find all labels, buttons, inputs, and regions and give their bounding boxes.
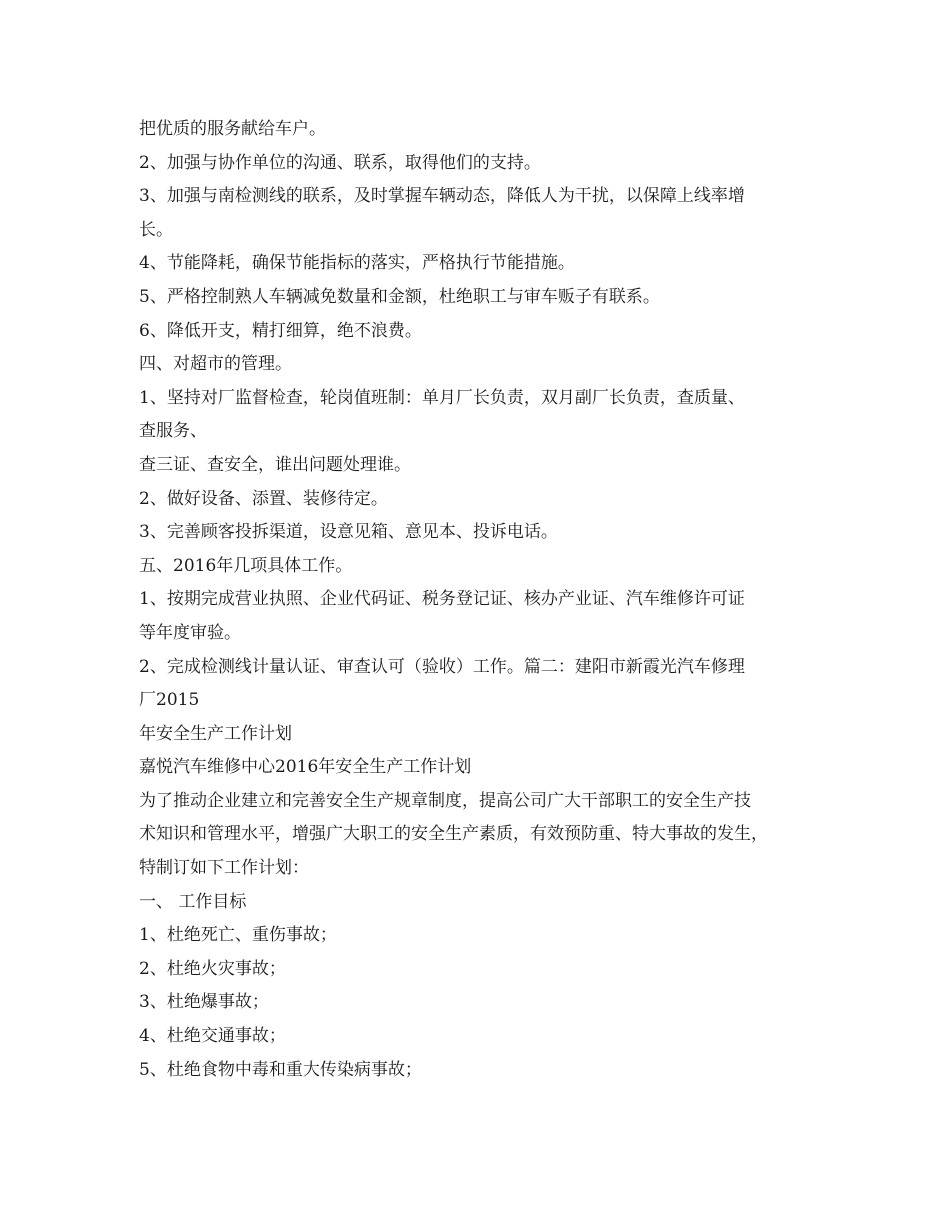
text-line: 为了推动企业建立和完善安全生产规章制度，提高公司广大干部职工的安全生产技 — [139, 790, 751, 811]
section-heading: 五、2016年几项具体工作。 — [139, 555, 353, 576]
text-line: 4、杜绝交通事故； — [139, 1026, 286, 1047]
text-line: 5、杜绝食物中毒和重大传染病事故； — [139, 1059, 422, 1080]
text-line: 5、严格控制熟人车辆减免数量和金额，杜绝职工与审车贩子有联系。 — [139, 286, 660, 307]
text-line: 3、加强与南检测线的联系，及时掌握车辆动态，降低人为干扰，以保障上线率增 — [139, 186, 745, 207]
text-line: 术知识和管理水平，增强广大职工的安全生产素质，有效预防重、特大事故的发生， — [139, 824, 768, 845]
text-line: 3、杜绝爆事故； — [139, 992, 269, 1013]
text-line: 3、完善顾客投拆渠道，设意见箱、意见本、投诉电话。 — [139, 522, 558, 543]
text-line: 4、节能降耗，确保节能指标的落实，严格执行节能措施。 — [139, 253, 575, 274]
text-line: 2、杜绝火灾事故； — [139, 958, 286, 979]
section-heading: 一、 工作目标 — [139, 891, 247, 912]
text-line: 厂2015 — [139, 690, 200, 711]
text-line: 2、加强与协作单位的沟通、联系，取得他们的支持。 — [139, 152, 541, 173]
text-line: 年安全生产工作计划 — [139, 723, 292, 744]
text-line: 6、降低开支，精打细算，绝不浪费。 — [139, 320, 422, 341]
text-line: 特制订如下工作计划： — [139, 858, 309, 879]
text-line: 查服务、 — [139, 421, 207, 442]
text-line: 1、坚持对厂监督检查，轮岗值班制：单月厂长负责，双月副厂长负责，查质量、 — [139, 387, 745, 408]
text-line: 2、完成检测线计量认证、审查认可（验收）工作。篇二：建阳市新霞光汽车修理 — [139, 656, 745, 677]
text-line: 长。 — [139, 219, 173, 240]
text-line: 1、按期完成营业执照、企业代码证、税务登记证、核办产业证、汽车维修许可证 — [139, 589, 745, 610]
section-heading: 四、对超市的管理。 — [139, 354, 292, 375]
document-body — [139, 113, 829, 1087]
text-line: 2、做好设备、添置、装修待定。 — [139, 488, 388, 509]
text-line: 把优质的服务献给车户。 — [139, 119, 326, 139]
text-line: 查三证、查安全，谁出问题处理谁。 — [139, 454, 411, 475]
document-title: 嘉悦汽车维修中心2016年安全生产工作计划 — [139, 757, 472, 778]
text-line: 1、杜绝死亡、重伤事故； — [139, 925, 337, 946]
text-line: 等年度审验。 — [139, 622, 241, 643]
